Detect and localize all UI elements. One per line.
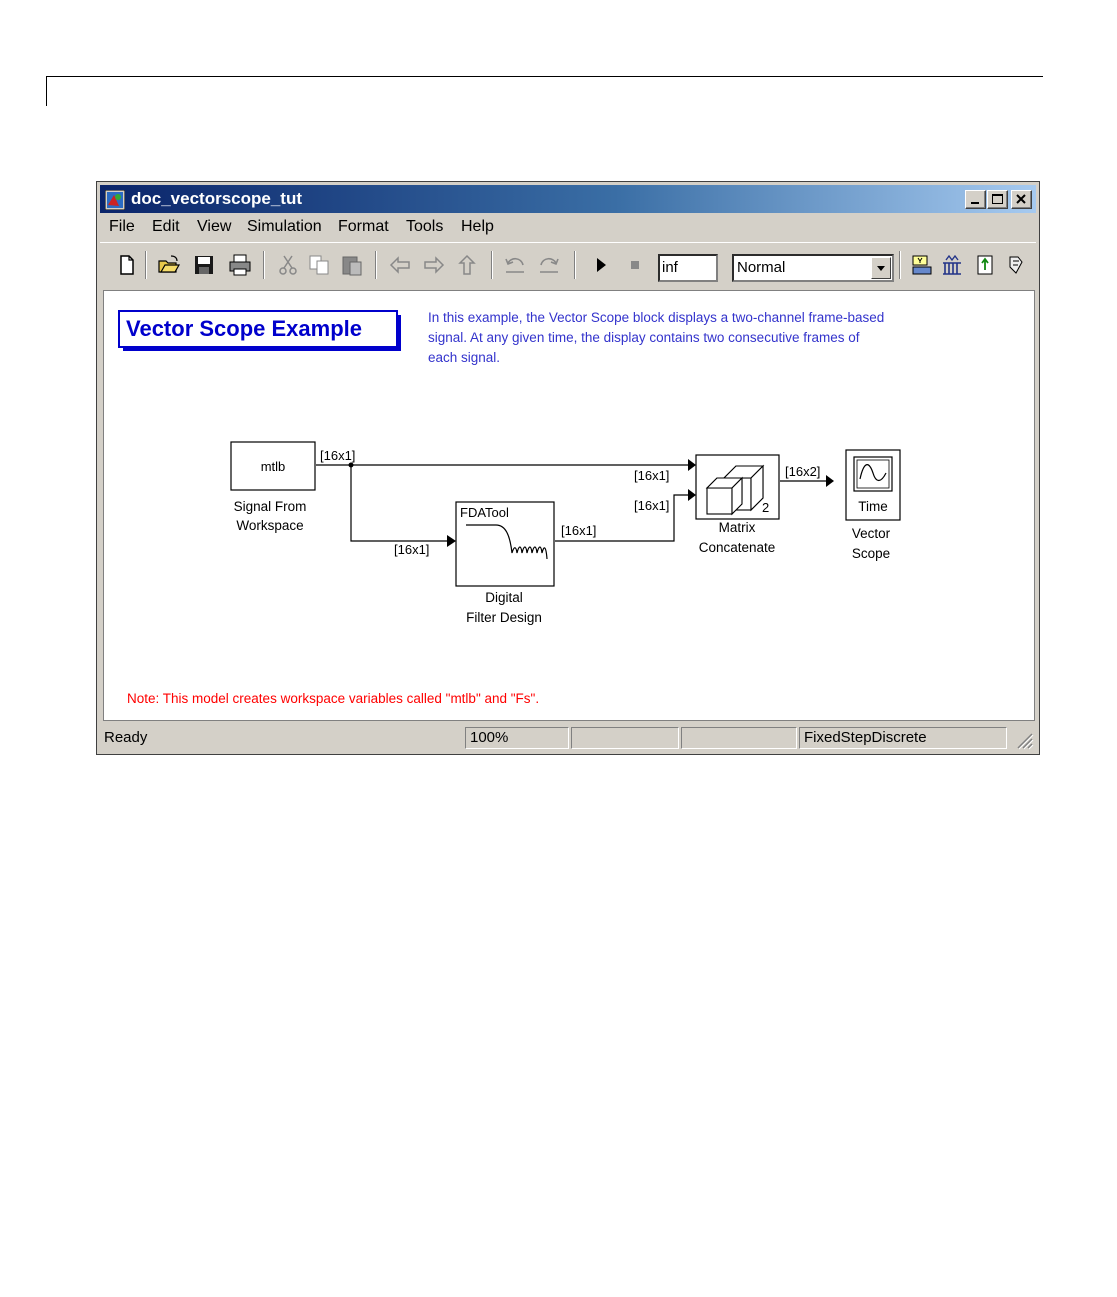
status-text: Ready [104, 729, 148, 746]
signal-label-source-out: [16x1] [320, 448, 356, 463]
stop-time-input[interactable]: inf [658, 254, 718, 282]
menu-view[interactable]: View [197, 218, 232, 235]
minimize-button[interactable] [965, 190, 986, 209]
signal-label-concat-out: [16x2] [785, 464, 821, 479]
window-title: doc_vectorscope_tut [131, 189, 302, 208]
new-model-icon[interactable] [115, 253, 139, 277]
debugger-icon[interactable] [1004, 253, 1028, 277]
menu-help[interactable]: Help [461, 218, 494, 235]
block-content: FDATool [460, 505, 509, 520]
toolbar-separator [263, 251, 265, 279]
back-arrow-icon[interactable] [388, 253, 412, 277]
minimize-icon [966, 191, 985, 208]
block-label: Scope [851, 546, 891, 561]
block-label: Filter Design [466, 610, 542, 625]
model-canvas[interactable] [103, 290, 1035, 721]
simulation-mode-value: Normal [737, 259, 786, 276]
library-browser-icon[interactable] [940, 253, 964, 277]
block-label: Signal From [233, 499, 307, 514]
simulink-window [96, 181, 1040, 755]
signal-label-filter-out: [16x1] [561, 523, 597, 538]
model-explorer-icon[interactable] [910, 253, 934, 277]
menu-format[interactable]: Format [338, 218, 389, 235]
block-content: 2 [762, 500, 770, 515]
zoom-level: 100% [465, 727, 569, 749]
menu-tools[interactable]: Tools [406, 218, 444, 235]
block-label: Digital [485, 590, 523, 605]
signal-label-concat-in1: [16x1] [634, 468, 670, 483]
block-label: Vector [851, 526, 891, 541]
menu-simulation[interactable]: Simulation [247, 218, 322, 235]
toolbar-separator [145, 251, 147, 279]
solver-name: FixedStepDiscrete [799, 727, 1007, 749]
up-arrow-icon[interactable] [455, 253, 479, 277]
maximize-button[interactable] [987, 190, 1008, 209]
menu-file[interactable]: File [109, 218, 135, 235]
digital-filter-design-block[interactable] [456, 502, 554, 586]
forward-arrow-icon[interactable] [422, 253, 446, 277]
toolbar [100, 242, 1036, 286]
status-cell [681, 727, 797, 749]
toolbar-separator [899, 251, 901, 279]
model-title: Vector Scope Example [126, 316, 362, 341]
title-bar[interactable] [100, 185, 1036, 213]
model-note: Note: This model creates workspace variables called "mtlb" and "Fs". [127, 691, 540, 706]
signal-label-concat-in2: [16x1] [634, 498, 670, 513]
undo-icon[interactable] [503, 253, 527, 277]
signal-label-filter-in: [16x1] [394, 542, 430, 557]
branch-point [349, 463, 354, 468]
close-icon [1012, 191, 1031, 208]
dropdown-button[interactable] [871, 257, 891, 279]
signal-from-workspace-block[interactable] [231, 442, 315, 490]
status-bar [100, 724, 1036, 752]
vector-scope-block[interactable] [846, 450, 900, 520]
description-line-3: each signal. [428, 350, 501, 365]
menu-bar [100, 215, 1036, 239]
cut-icon[interactable] [276, 253, 300, 277]
open-folder-icon[interactable] [157, 253, 181, 277]
simulink-app-icon [105, 190, 125, 210]
matrix-concatenate-block[interactable] [696, 455, 779, 519]
resize-grip-icon[interactable] [1014, 730, 1034, 750]
block-label: Concatenate [698, 540, 776, 555]
save-icon[interactable] [192, 253, 216, 277]
page-header-rule-vertical [46, 76, 47, 106]
update-diagram-icon[interactable] [974, 253, 998, 277]
block-label: Matrix [718, 520, 756, 535]
print-icon[interactable] [228, 253, 252, 277]
close-button[interactable] [1011, 190, 1032, 209]
block-diagram [104, 291, 1034, 720]
description-line-2: signal. At any given time, the display contains two consecutive frames of [428, 330, 860, 345]
description-line-1: In this example, the Vector Scope block displays a two-channel frame-based [428, 310, 885, 325]
stop-simulation-icon[interactable] [623, 253, 647, 277]
maximize-icon [988, 191, 1007, 208]
redo-icon[interactable] [537, 253, 561, 277]
page-header-rule [46, 76, 1043, 77]
paste-icon[interactable] [340, 253, 364, 277]
copy-icon[interactable] [307, 253, 331, 277]
status-cell [571, 727, 679, 749]
toolbar-separator [375, 251, 377, 279]
block-content: Time [858, 499, 888, 514]
chevron-down-icon [872, 258, 890, 278]
toolbar-separator [491, 251, 493, 279]
block-content: mtlb [260, 459, 286, 474]
block-label: Workspace [236, 518, 304, 533]
toolbar-separator [574, 251, 576, 279]
start-simulation-icon[interactable] [589, 253, 613, 277]
simulation-mode-select[interactable] [732, 254, 894, 282]
menu-edit[interactable]: Edit [152, 218, 180, 235]
